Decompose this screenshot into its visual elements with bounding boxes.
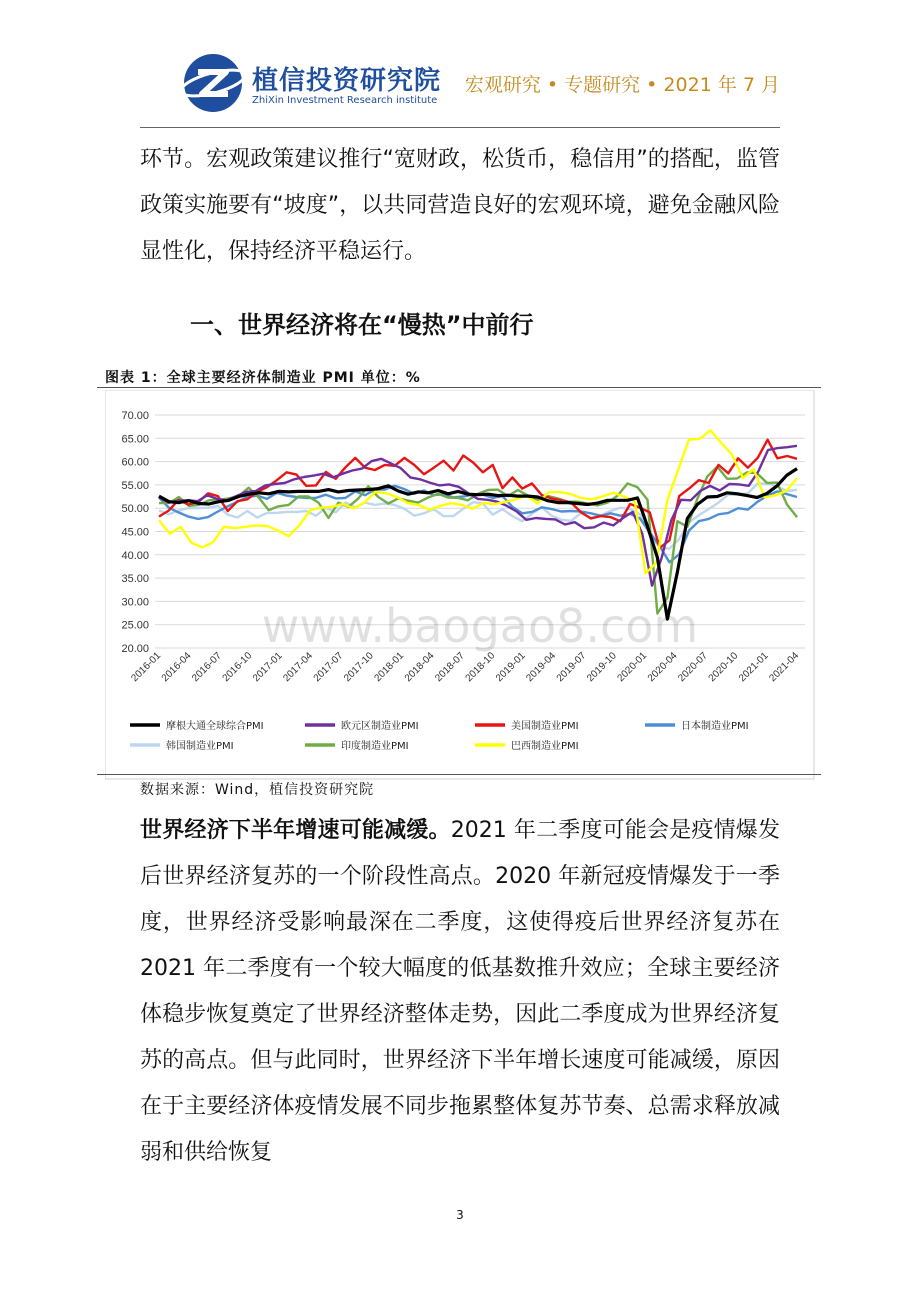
body-rest: 2021 年二季度可能会是疫情爆发后世界经济复苏的一个阶段性高点。2020 年新冠疫情爆发于一季度，世界经济受影响最深在二季度，这使得疫后世界经济复苏在 2021 年二季度有一个较大幅度的低基数推升效应；全球主要经济体稳步恢复奠定了世界经济整体走势，因此二季度成为世界经济复苏的高点。但与此同时，世界经济下半年增长速度可能减缓，原因在于主要经济体疫情发展不同步拖累整体复苏节奏、总需求释放减弱和供给恢复 <box>140 818 780 1165</box>
x-tick-label: 2020-10 <box>706 650 741 685</box>
x-tick-label: 2019-01 <box>493 650 528 685</box>
figure-bottom-rule <box>97 774 821 775</box>
legend-label: 欧元区制造业PMI <box>341 721 419 732</box>
legend-label: 韩国制造业PMI <box>166 741 234 752</box>
x-tick-label: 2018-10 <box>463 650 498 685</box>
y-tick-label: 35.00 <box>121 573 149 586</box>
x-tick-label: 2021-04 <box>767 650 802 685</box>
page-number: 3 <box>456 1208 464 1222</box>
y-tick-label: 30.00 <box>121 596 149 609</box>
watermark: www.baogao8.com <box>261 599 699 653</box>
legend-label: 美国制造业PMI <box>511 721 579 732</box>
y-tick-label: 20.00 <box>121 643 149 655</box>
x-tick-label: 2020-04 <box>645 650 680 685</box>
y-tick-label: 65.00 <box>121 433 149 446</box>
org-name-en: ZhiXin Investment Research institute <box>252 95 438 106</box>
intro-paragraph <box>140 137 780 275</box>
x-tick-label: 2020-07 <box>676 650 710 685</box>
pmi-chart-svg <box>105 390 815 780</box>
x-tick-label: 2016-07 <box>190 650 224 685</box>
x-tick-label: 2020-01 <box>615 650 650 685</box>
y-tick-label: 70.00 <box>121 410 149 422</box>
legend-label: 日本制造业PMI <box>681 721 749 732</box>
x-tick-label: 2016-10 <box>220 650 255 685</box>
x-tick-label: 2019-10 <box>585 650 619 685</box>
y-tick-label: 40.00 <box>121 549 149 562</box>
intro-text: 环节。宏观政策建议推行“宽财政，松货币，稳信用”的搭配，监管政策实施要有“坡度”，以共同营造良好的宏观环境，避免金融风险显性化，保持经济平稳运行。 <box>140 147 780 264</box>
body-paragraph <box>140 808 780 1176</box>
body-lead: 世界经济下半年增速可能减缓。 <box>140 818 451 843</box>
y-tick-label: 50.00 <box>121 503 149 516</box>
y-tick-label: 60.00 <box>121 456 149 469</box>
x-tick-label: 2017-07 <box>311 650 346 685</box>
org-name-cn: 植信投资研究院 <box>252 66 442 96</box>
logo-icon <box>182 52 244 114</box>
x-tick-label: 2019-04 <box>524 650 559 685</box>
x-tick-label: 2018-01 <box>372 650 407 685</box>
legend-label: 巴西制造业PMI <box>511 741 579 752</box>
x-tick-label: 2017-10 <box>342 650 376 685</box>
data-source: 数据来源：Wind，植信投资研究院 <box>140 782 375 798</box>
pmi-chart <box>105 390 815 780</box>
x-tick-label: 2017-01 <box>250 650 285 685</box>
x-tick-label: 2021-01 <box>737 650 771 685</box>
header-divider <box>140 127 780 128</box>
x-tick-label: 2018-04 <box>402 650 437 685</box>
legend-label: 摩根大通全球综合PMI <box>166 721 264 732</box>
x-tick-label: 2017-04 <box>281 650 316 685</box>
y-tick-label: 45.00 <box>121 526 149 539</box>
x-tick-label: 2018-07 <box>433 650 467 685</box>
figure-title: 图表 1：全球主要经济体制造业 PMI 单位：% <box>105 370 421 386</box>
series-line-印度制造业PMI <box>159 467 797 614</box>
body-text <box>140 808 780 1176</box>
series-line-日本制造业PMI <box>159 486 797 563</box>
figure-top-rule <box>97 387 821 388</box>
x-tick-label: 2016-01 <box>129 650 164 685</box>
header-tagline: 宏观研究 • 专题研究 • 2021 年 7 月 <box>464 74 780 96</box>
section-heading: 一、世界经济将在“慢热”中前行 <box>190 311 534 339</box>
x-tick-label: 2019-07 <box>554 650 589 685</box>
y-tick-label: 55.00 <box>121 479 149 492</box>
x-tick-label: 2016-04 <box>159 650 194 685</box>
y-tick-label: 25.00 <box>121 619 149 632</box>
legend-label: 印度制造业PMI <box>341 741 409 752</box>
